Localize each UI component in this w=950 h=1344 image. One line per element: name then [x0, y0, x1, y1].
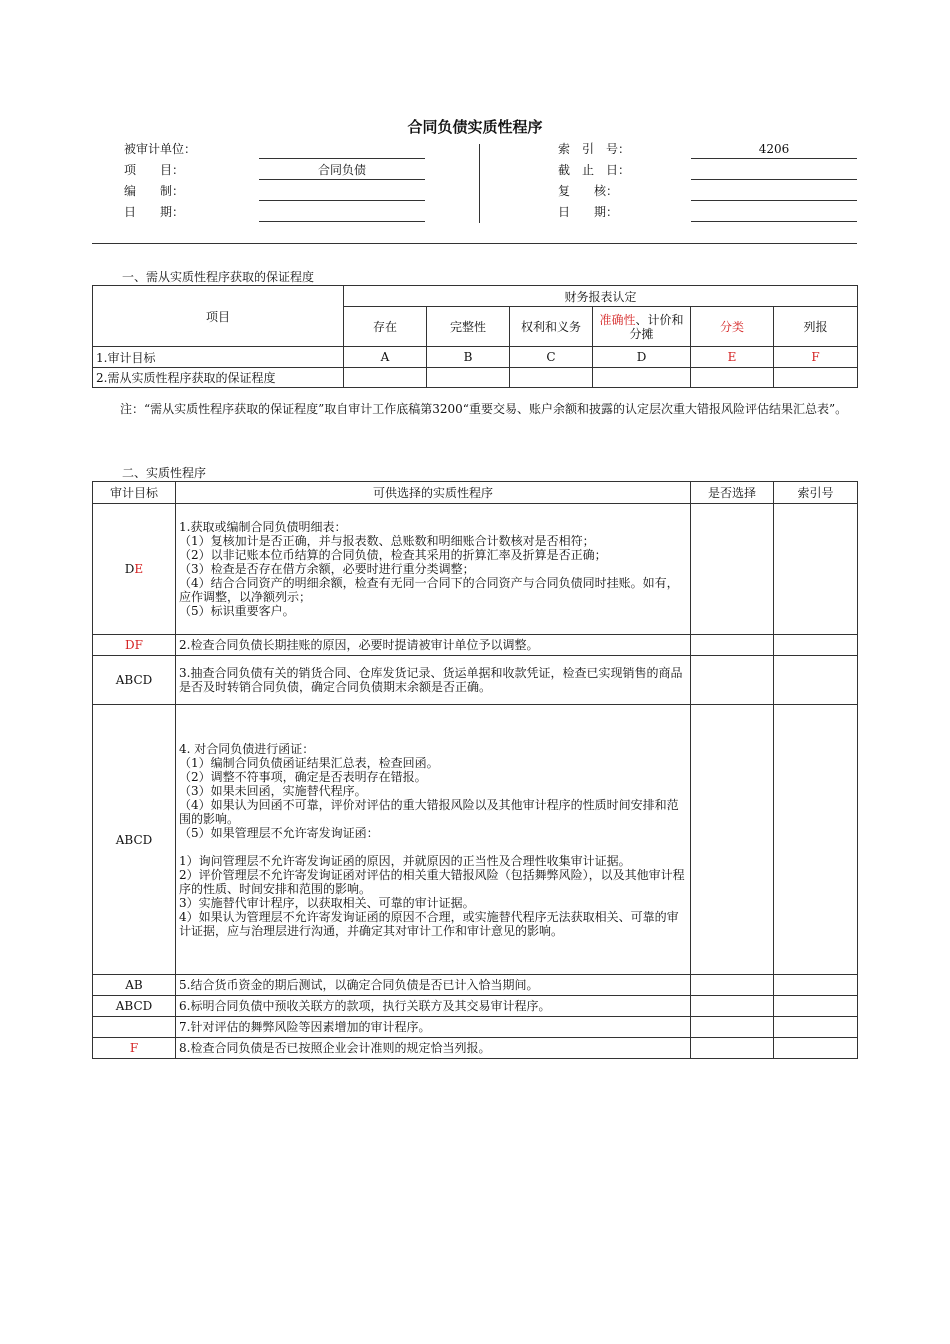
objective-text-red: F — [129, 1041, 139, 1055]
assurance-cell[interactable] — [774, 368, 858, 388]
col-procedure-header: 可供选择的实质性程序 — [176, 482, 691, 504]
review-label: 复 核： — [558, 184, 619, 198]
prepare-value-field[interactable] — [259, 182, 425, 201]
objective-a: A — [344, 347, 427, 368]
assurance-cell[interactable] — [510, 368, 593, 388]
procedure-line: （5）如果管理层不允许寄发询证函： — [179, 825, 379, 840]
assertion-valuation — [593, 307, 691, 347]
assurance-cell[interactable] — [344, 368, 427, 388]
procedure-table — [92, 481, 858, 1059]
index-cell[interactable] — [774, 504, 858, 635]
group-header: 财务报表认定 — [344, 286, 858, 307]
procedure-line: 3.抽查合同负债有关的销货合同、仓库发货记录、货运单据和收款凭证，检查已实现销售的商品是否及时转销合同负债，确定合同负债期末余额是否正确。 — [179, 666, 683, 694]
objective-text: ABCD — [115, 673, 153, 687]
procedure-text — [176, 975, 691, 996]
index-cell[interactable] — [774, 1038, 858, 1059]
assertion-rights: 权利和义务 — [510, 307, 593, 347]
procedure-text — [176, 996, 691, 1017]
index-cell[interactable] — [774, 656, 858, 705]
procedure-line: 6.标明合同负债中预收关联方的款项，执行关联方及其交易审计程序。 — [179, 999, 551, 1013]
assertion-completeness: 完整性 — [427, 307, 510, 347]
index-label: 索 引 号： — [558, 142, 631, 156]
col-index-header: 索引号 — [774, 482, 858, 504]
row-assurance-label: 2.需从实质性程序获取的保证程度 — [93, 368, 344, 388]
selected-cell[interactable] — [691, 975, 774, 996]
objective-text-red: DF — [125, 638, 143, 652]
assurance-cell[interactable] — [691, 368, 774, 388]
procedure-line: （1）复核加计是否正确，并与报表数、总账数和明细账合计数核对是否相符； — [179, 534, 595, 548]
procedure-line: （4）结合合同资产的明细余额，检查有无同一合同下的合同资产与合同负债同时挂账。如有，应作调整，以净额列示； — [179, 576, 679, 604]
col-item-header: 项目 — [93, 286, 344, 347]
procedure-line: （1）编制合同负债函证结果汇总表，检查回函。 — [179, 755, 439, 770]
item-value-field[interactable]: 合同负债 — [259, 161, 425, 180]
section1-heading: 一、需从实质性程序获取的保证程度 — [122, 270, 315, 284]
assertion-existence: 存在 — [344, 307, 427, 347]
page-title: 合同负债实质性程序 — [407, 118, 543, 136]
index-value-field[interactable]: 4206 — [691, 140, 857, 159]
procedure-objective — [93, 504, 176, 635]
assurance-table — [92, 285, 858, 388]
procedure-objective — [93, 1038, 176, 1059]
procedure-line: 2）评价管理层不允许寄发询证函对评估的相关重大错报风险（包括舞弊风险），以及其他审计程序的性质、时间安排和范围的影响。 — [179, 867, 685, 896]
procedure-text — [176, 635, 691, 656]
col-selected-header: 是否选择 — [691, 482, 774, 504]
procedure-line: 5.结合货币资金的期后测试，以确定合同负债是否已计入恰当期间。 — [179, 978, 539, 992]
selected-cell[interactable] — [691, 705, 774, 975]
procedure-line: 8.检查合同负债是否已按照企业会计准则的规定恰当列报。 — [179, 1041, 491, 1055]
procedure-text — [176, 656, 691, 705]
header-rule — [92, 243, 857, 244]
procedure-text — [176, 705, 691, 975]
table-row — [93, 635, 858, 656]
table-row — [93, 1038, 858, 1059]
unit-label: 被审计单位： — [124, 142, 197, 156]
index-cell[interactable] — [774, 975, 858, 996]
date-label-1: 日 期： — [124, 205, 185, 219]
objective-b: B — [427, 347, 510, 368]
procedure-line: （2）以非记账本位币结算的合同负债，检查其采用的折算汇率及折算是否正确； — [179, 548, 607, 562]
procedure-line: （2）调整不符事项，确定是否表明存在错报。 — [179, 769, 427, 784]
procedure-line: （5）标识重要客户。 — [179, 604, 295, 618]
objective-text: AB — [125, 978, 143, 992]
procedure-text — [176, 1038, 691, 1059]
selected-cell[interactable] — [691, 1038, 774, 1059]
procedure-text — [176, 504, 691, 635]
cutoff-label: 截 止 日： — [558, 163, 631, 177]
selected-cell[interactable] — [691, 504, 774, 635]
objective-d: D — [593, 347, 691, 368]
section1-note: 注：“需从实质性程序获取的保证程度”取自审计工作底稿第3200“重要交易、账户余额和披露的认定层次重大错报风险评估结果汇总表”。 — [120, 402, 848, 416]
date-label-2: 日 期： — [558, 205, 619, 219]
assertion-valuation-red: 准确性 — [599, 312, 636, 327]
table-row — [93, 705, 858, 975]
row-objective-label: 1.审计目标 — [93, 347, 344, 368]
table-row — [93, 975, 858, 996]
procedure-line: 1.获取或编制合同负债明细表： — [179, 520, 347, 534]
objective-text: D — [124, 562, 135, 576]
index-cell[interactable] — [774, 1017, 858, 1038]
procedure-objective — [93, 996, 176, 1017]
selected-cell[interactable] — [691, 635, 774, 656]
procedure-line: （3）如果未回函，实施替代程序。 — [179, 783, 367, 798]
procedure-line: 7.针对评估的舞弊风险等因素增加的审计程序。 — [179, 1020, 431, 1034]
procedure-line: 4. 对合同负债进行函证： — [179, 741, 315, 756]
item-label: 项 目： — [124, 163, 185, 177]
selected-cell[interactable] — [691, 656, 774, 705]
index-cell[interactable] — [774, 705, 858, 975]
table-row — [93, 1017, 858, 1038]
objective-f: F — [774, 347, 858, 368]
procedure-objective — [93, 975, 176, 996]
assertion-valuation-rest: 、计价和分摊 — [629, 312, 684, 341]
procedure-line: （4）如果认为回函不可靠，评价对评估的重大错报风险以及其他审计程序的性质时间安排和范围的影响。 — [179, 797, 679, 826]
date-value-field-2[interactable] — [691, 203, 857, 222]
unit-top-line — [259, 140, 425, 159]
prepare-label: 编 制： — [124, 184, 185, 198]
index-cell[interactable] — [774, 996, 858, 1017]
procedure-objective — [93, 1017, 176, 1038]
procedure-objective — [93, 705, 176, 975]
assurance-cell[interactable] — [593, 368, 691, 388]
objective-text: ABCD — [115, 999, 153, 1013]
procedure-objective — [93, 635, 176, 656]
review-value-field[interactable] — [691, 182, 857, 201]
assertion-presentation: 列报 — [774, 307, 858, 347]
procedure-line — [179, 840, 687, 854]
assurance-cell[interactable] — [427, 368, 510, 388]
table-row — [93, 996, 858, 1017]
table-row — [93, 504, 858, 635]
procedure-line: 1）询问管理层不允许寄发询证函的原因，并就原因的正当性及合理性收集审计证据。 — [179, 853, 631, 868]
procedure-line: 4）如果认为管理层不允许寄发询证函的原因不合理，或实施替代程序无法获取相关、可靠的审计证据，应与治理层进行沟通，并确定其对审计工作和审计意见的影响。 — [179, 909, 679, 938]
col-objective-header: 审计目标 — [93, 482, 176, 504]
table-row — [93, 656, 858, 705]
selected-cell[interactable] — [691, 996, 774, 1017]
objective-text: ABCD — [115, 832, 153, 847]
date-value-field-1[interactable] — [259, 203, 425, 222]
procedure-text — [176, 1017, 691, 1038]
selected-cell[interactable] — [691, 1017, 774, 1038]
header-divider — [479, 144, 480, 223]
procedure-objective — [93, 656, 176, 705]
objective-e: E — [691, 347, 774, 368]
procedure-line: 3）实施替代审计程序，以获取相关、可靠的审计证据。 — [179, 895, 475, 910]
assertion-classification: 分类 — [691, 307, 774, 347]
cutoff-value-field[interactable] — [691, 161, 857, 180]
objective-text-red: E — [134, 562, 144, 576]
section2-heading: 二、实质性程序 — [122, 466, 207, 480]
procedure-line: （3）检查是否存在借方余额，必要时进行重分类调整； — [179, 562, 475, 576]
index-cell[interactable] — [774, 635, 858, 656]
procedure-line: 2.检查合同负债长期挂账的原因，必要时提请被审计单位予以调整。 — [179, 638, 539, 652]
objective-c: C — [510, 347, 593, 368]
